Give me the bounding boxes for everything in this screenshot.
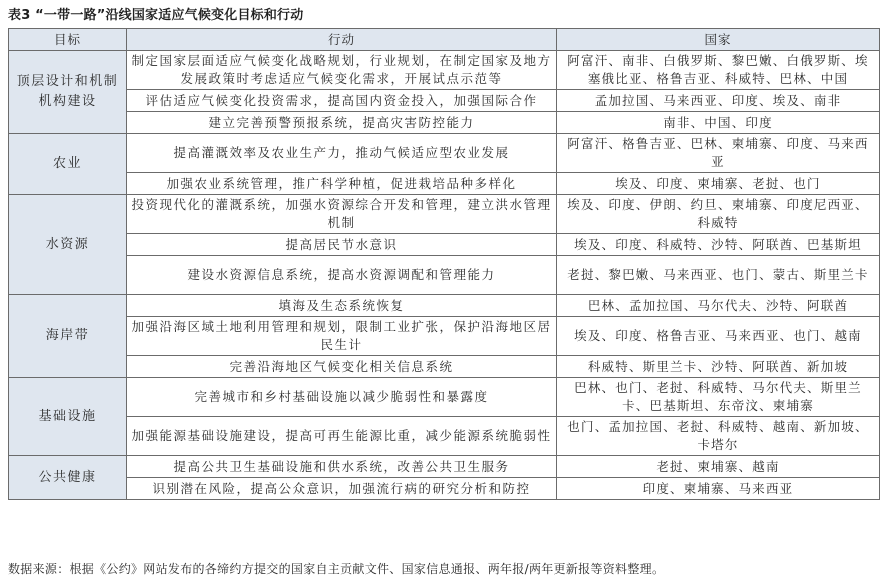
action-cell: 提高灌溉效率及农业生产力，推动气候适应型农业发展 (127, 134, 557, 173)
country-cell: 埃及、印度、伊朗、约旦、柬埔寨、印度尼西亚、科威特 (557, 195, 880, 234)
action-cell: 制定国家层面适应气候变化战略规划，行业规划，在制定国家及地方发展政策时考虑适应气候变化需求，开展试点示范等 (127, 51, 557, 90)
table-body (9, 51, 880, 500)
table-row (9, 173, 880, 195)
country-cell: 南非、中国、印度 (557, 112, 880, 134)
action-cell: 提高公共卫生基础设施和供水系统，改善公共卫生服务 (127, 456, 557, 478)
table-row (9, 317, 880, 356)
action-cell: 建设水资源信息系统，提高水资源调配和管理能力 (127, 256, 557, 295)
country-cell: 印度、柬埔寨、马来西亚 (557, 478, 880, 500)
country-cell: 也门、孟加拉国、老挝、科威特、越南、新加坡、卡塔尔 (557, 417, 880, 456)
action-cell: 识别潜在风险，提高公众意识，加强流行病的研究分析和防控 (127, 478, 557, 500)
target-cell: 公共健康 (9, 456, 127, 500)
table-row (9, 112, 880, 134)
target-cell: 海岸带 (9, 295, 127, 378)
action-cell: 填海及生态系统恢复 (127, 295, 557, 317)
table-caption: 表3 “一带一路”沿线国家适应气候变化目标和行动 (8, 8, 304, 23)
country-cell: 埃及、印度、科威特、沙特、阿联酋、巴基斯坦 (557, 234, 880, 256)
table-row (9, 295, 880, 317)
table-row (9, 356, 880, 378)
table-row (9, 417, 880, 456)
table-row (9, 134, 880, 173)
table-row (9, 51, 880, 90)
action-cell: 加强农业系统管理，推广科学种植，促进栽培品种多样化 (127, 173, 557, 195)
country-cell: 巴林、也门、老挝、科威特、马尔代夫、斯里兰卡、巴基斯坦、东帝汶、柬埔寨 (557, 378, 880, 417)
action-cell: 提高居民节水意识 (127, 234, 557, 256)
country-cell: 巴林、孟加拉国、马尔代夫、沙特、阿联酋 (557, 295, 880, 317)
country-cell: 科威特、斯里兰卡、沙特、阿联酋、新加坡 (557, 356, 880, 378)
country-cell: 孟加拉国、马来西亚、印度、埃及、南非 (557, 90, 880, 112)
table-row (9, 378, 880, 417)
table-row (9, 456, 880, 478)
action-cell: 加强能源基础设施建设，提高可再生能源比重，减少能源系统脆弱性 (127, 417, 557, 456)
action-cell: 建立完善预警预报系统，提高灾害防控能力 (127, 112, 557, 134)
country-cell: 阿富汗、格鲁吉亚、巴林、柬埔寨、印度、马来西亚 (557, 134, 880, 173)
table-row (9, 195, 880, 234)
target-cell: 基础设施 (9, 378, 127, 456)
header-target: 目标 (9, 29, 127, 51)
adaptation-table (8, 28, 880, 500)
action-cell: 完善城市和乡村基础设施以减少脆弱性和暴露度 (127, 378, 557, 417)
target-cell: 顶层设计和机制机构建设 (9, 51, 127, 134)
header-row (9, 29, 880, 51)
action-cell: 加强沿海区域土地利用管理和规划，限制工业扩张，保护沿海地区居民生计 (127, 317, 557, 356)
table-row (9, 256, 880, 295)
header-action: 行动 (127, 29, 557, 51)
country-cell: 埃及、印度、格鲁吉亚、马来西亚、也门、越南 (557, 317, 880, 356)
source-note: 数据来源：根据《公约》网站发布的各缔约方提交的国家自主贡献文件、国家信息通报、两年报/两年更新报等资料整理。 (8, 562, 665, 576)
country-cell: 埃及、印度、柬埔寨、老挝、也门 (557, 173, 880, 195)
table-row (9, 478, 880, 500)
target-cell: 农业 (9, 134, 127, 195)
action-cell: 投资现代化的灌溉系统，加强水资源综合开发和管理，建立洪水管理机制 (127, 195, 557, 234)
header-country: 国家 (557, 29, 880, 51)
table-row (9, 234, 880, 256)
country-cell: 老挝、柬埔寨、越南 (557, 456, 880, 478)
country-cell: 阿富汗、南非、白俄罗斯、黎巴嫩、白俄罗斯、埃塞俄比亚、格鲁吉亚、科威特、巴林、中国 (557, 51, 880, 90)
target-cell: 水资源 (9, 195, 127, 295)
country-cell: 老挝、黎巴嫩、马来西亚、也门、蒙古、斯里兰卡 (557, 256, 880, 295)
action-cell: 评估适应气候变化投资需求，提高国内资金投入，加强国际合作 (127, 90, 557, 112)
action-cell: 完善沿海地区气候变化相关信息系统 (127, 356, 557, 378)
table-row (9, 90, 880, 112)
